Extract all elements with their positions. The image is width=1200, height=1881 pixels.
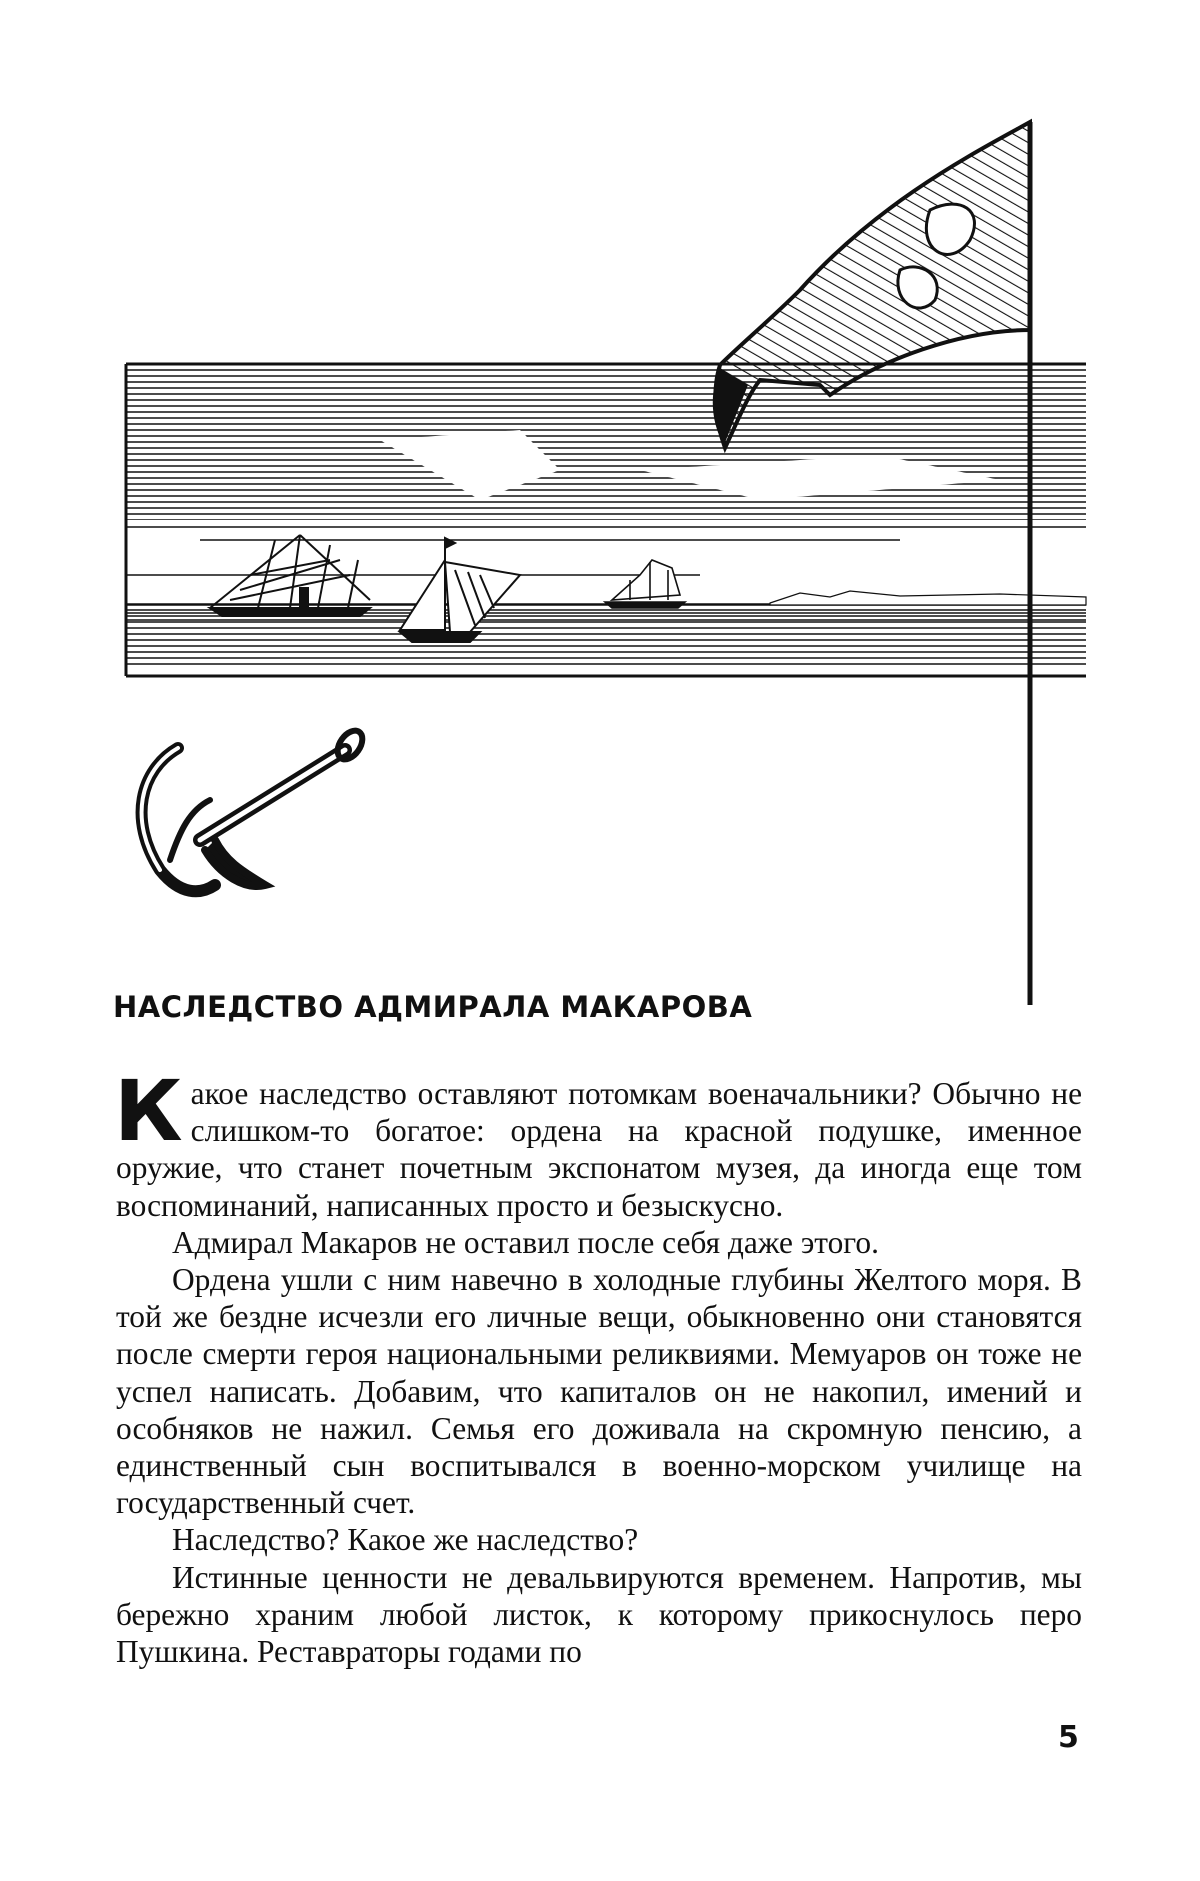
paragraph: Адмирал Макаров не оставил после себя даже этого. xyxy=(172,1224,879,1260)
anchor-icon xyxy=(142,726,368,891)
paragraph xyxy=(114,1062,1082,1224)
body-text xyxy=(114,1062,1082,1670)
page-number: 5 xyxy=(1058,1720,1079,1755)
paragraph: Ордена ушли с ним навечно в холодные глубины Желтого моря. В той же бездне исчезли его личные вещи, обыкновенно они становятся после смерти героя национальными реликвиями. Мемуаров он тоже не успел написать. Добавим, что капиталов он не накопил, имений и особняков не нажил. Семья его доживала на скромную пенсию, а единственный сын воспитывался в военно-морском училище на государственный счет. xyxy=(116,1262,1082,1521)
paragraph-text: акое наследство оставляют потомкам военачальники? Обычно не слишком-то богатое: ордена на красной подушке, именное оружие, что станет почетным экспонатом музея, да иногда еще том воспоминаний, написанных просто и безыскусно. xyxy=(116,1076,1082,1223)
paragraph: Наследство? Какое же наследство? xyxy=(172,1522,639,1558)
paragraph: Истинные ценности не девальвируются временем. Напротив, мы бережно храним любой листок, к которому прикоснулось перо Пушкина. Реставраторы годами по xyxy=(116,1559,1082,1670)
sea-panel xyxy=(126,364,1086,676)
drop-cap: К xyxy=(114,1062,183,1160)
chapter-title: НАСЛЕДСТВО АДМИРАЛА МАКАРОВА xyxy=(113,990,753,1024)
